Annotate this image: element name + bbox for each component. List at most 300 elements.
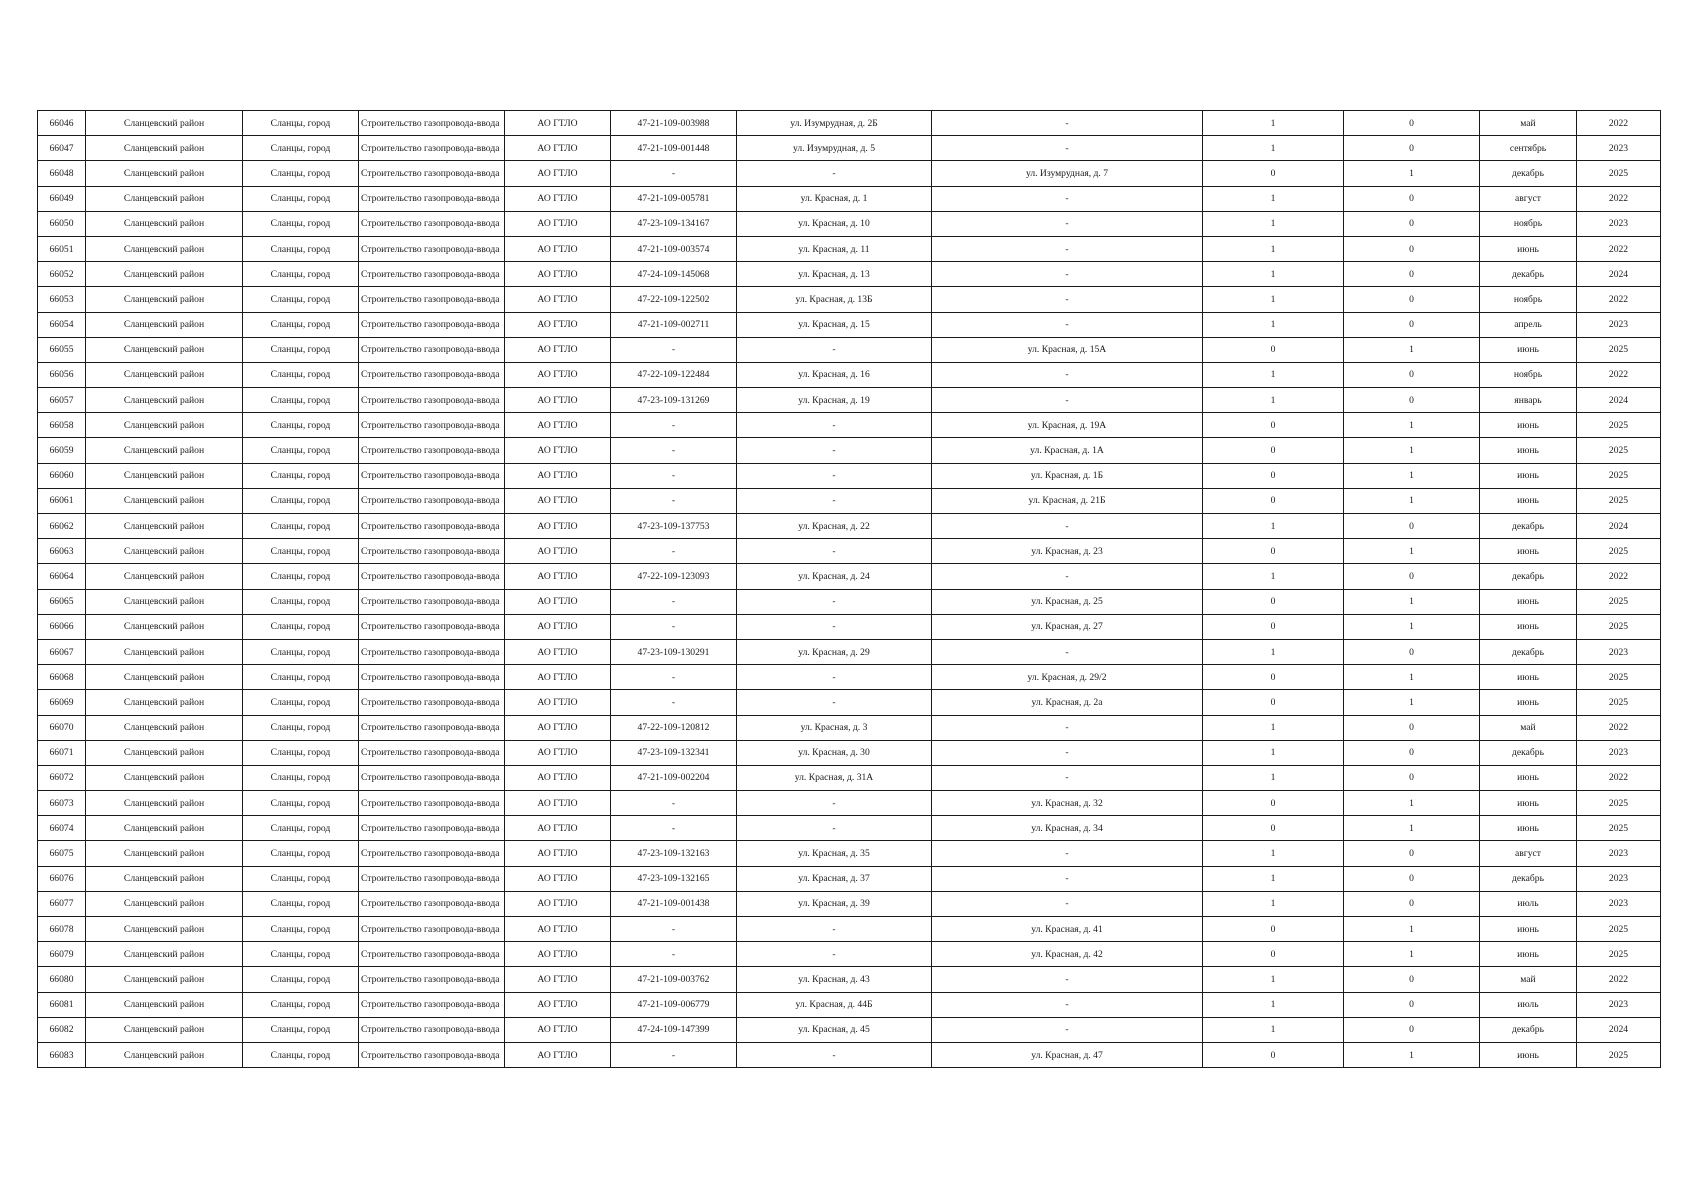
cell-organization: АО ГТЛО (505, 740, 611, 765)
cell-cadastral-number: - (611, 539, 737, 564)
cell-settlement: Сланцы, город (243, 816, 359, 841)
cell-cadastral-number: - (611, 337, 737, 362)
cell-district: Сланцевский район (86, 539, 243, 564)
cell-settlement: Сланцы, город (243, 841, 359, 866)
cell-planned-address: ул. Красная, д. 1Б (932, 463, 1203, 488)
cell-planned-count: 0 (1344, 186, 1480, 211)
cell-month: декабрь (1480, 866, 1577, 891)
cell-settlement: Сланцы, город (243, 942, 359, 967)
cell-connected-count: 1 (1203, 992, 1344, 1017)
cell-record-number: 66047 (38, 136, 86, 161)
cell-work-type: Строительство газопровода-ввода (359, 488, 505, 513)
cell-settlement: Сланцы, город (243, 463, 359, 488)
cell-planned-address: - (932, 136, 1203, 161)
cell-month: январь (1480, 388, 1577, 413)
cell-year: 2025 (1577, 614, 1661, 639)
cell-cadastral-number: 47-21-109-006779 (611, 992, 737, 1017)
cell-planned-count: 0 (1344, 262, 1480, 287)
cell-planned-address: ул. Красная, д. 32 (932, 791, 1203, 816)
cell-year: 2023 (1577, 740, 1661, 765)
cell-work-type: Строительство газопровода-ввода (359, 1042, 505, 1067)
cell-year: 2022 (1577, 967, 1661, 992)
table-row (38, 639, 1661, 664)
cell-connected-count: 1 (1203, 715, 1344, 740)
cell-year: 2022 (1577, 236, 1661, 261)
cell-work-type: Строительство газопровода-ввода (359, 514, 505, 539)
cell-cadastral-number: - (611, 816, 737, 841)
table-row (38, 211, 1661, 236)
cell-connected-address: - (737, 1042, 932, 1067)
table-row (38, 312, 1661, 337)
cell-work-type: Строительство газопровода-ввода (359, 765, 505, 790)
cell-organization: АО ГТЛО (505, 388, 611, 413)
cell-settlement: Сланцы, город (243, 362, 359, 387)
cell-connected-count: 1 (1203, 514, 1344, 539)
cell-record-number: 66073 (38, 791, 86, 816)
cell-year: 2025 (1577, 589, 1661, 614)
cell-organization: АО ГТЛО (505, 514, 611, 539)
cell-year: 2022 (1577, 186, 1661, 211)
cell-work-type: Строительство газопровода-ввода (359, 413, 505, 438)
cell-month: июнь (1480, 589, 1577, 614)
cell-organization: АО ГТЛО (505, 136, 611, 161)
cell-connected-count: 0 (1203, 488, 1344, 513)
cell-district: Сланцевский район (86, 312, 243, 337)
gas-connection-table (37, 110, 1661, 1068)
cell-planned-count: 0 (1344, 388, 1480, 413)
cell-month: сентябрь (1480, 136, 1577, 161)
cell-settlement: Сланцы, город (243, 514, 359, 539)
cell-planned-address: ул. Красная, д. 21Б (932, 488, 1203, 513)
cell-district: Сланцевский район (86, 564, 243, 589)
cell-connected-address: ул. Красная, д. 3 (737, 715, 932, 740)
cell-record-number: 66070 (38, 715, 86, 740)
table-row (38, 942, 1661, 967)
cell-record-number: 66049 (38, 186, 86, 211)
cell-year: 2024 (1577, 262, 1661, 287)
cell-district: Сланцевский район (86, 891, 243, 916)
cell-record-number: 66062 (38, 514, 86, 539)
cell-connected-count: 0 (1203, 463, 1344, 488)
cell-planned-count: 0 (1344, 765, 1480, 790)
cell-cadastral-number: - (611, 942, 737, 967)
cell-district: Сланцевский район (86, 488, 243, 513)
table-row (38, 740, 1661, 765)
cell-district: Сланцевский район (86, 942, 243, 967)
cell-record-number: 66046 (38, 111, 86, 136)
cell-district: Сланцевский район (86, 816, 243, 841)
cell-planned-address: - (932, 765, 1203, 790)
cell-connected-count: 0 (1203, 589, 1344, 614)
cell-connected-count: 0 (1203, 614, 1344, 639)
cell-month: ноябрь (1480, 362, 1577, 387)
cell-settlement: Сланцы, город (243, 891, 359, 916)
cell-district: Сланцевский район (86, 866, 243, 891)
table-row (38, 111, 1661, 136)
cell-connected-count: 0 (1203, 161, 1344, 186)
cell-planned-count: 0 (1344, 715, 1480, 740)
cell-record-number: 66053 (38, 287, 86, 312)
cell-work-type: Строительство газопровода-ввода (359, 111, 505, 136)
cell-month: декабрь (1480, 514, 1577, 539)
cell-year: 2025 (1577, 488, 1661, 513)
cell-connected-count: 1 (1203, 388, 1344, 413)
cell-planned-count: 0 (1344, 287, 1480, 312)
cell-planned-address: - (932, 1017, 1203, 1042)
cell-settlement: Сланцы, город (243, 917, 359, 942)
cell-record-number: 66069 (38, 690, 86, 715)
cell-month: июнь (1480, 337, 1577, 362)
cell-planned-count: 0 (1344, 1017, 1480, 1042)
document-sheet (37, 110, 1660, 1068)
cell-organization: АО ГТЛО (505, 337, 611, 362)
cell-connected-address: ул. Красная, д. 39 (737, 891, 932, 916)
cell-organization: АО ГТЛО (505, 539, 611, 564)
cell-year: 2025 (1577, 337, 1661, 362)
cell-month: июнь (1480, 438, 1577, 463)
cell-connected-address: ул. Красная, д. 24 (737, 564, 932, 589)
table-row (38, 1042, 1661, 1067)
table-row (38, 362, 1661, 387)
cell-work-type: Строительство газопровода-ввода (359, 1017, 505, 1042)
cell-planned-address: - (932, 236, 1203, 261)
cell-settlement: Сланцы, город (243, 765, 359, 790)
cell-planned-address: ул. Красная, д. 15А (932, 337, 1203, 362)
cell-settlement: Сланцы, город (243, 539, 359, 564)
cell-record-number: 66067 (38, 639, 86, 664)
cell-year: 2022 (1577, 111, 1661, 136)
cell-organization: АО ГТЛО (505, 262, 611, 287)
cell-month: апрель (1480, 312, 1577, 337)
cell-connected-address: - (737, 337, 932, 362)
cell-settlement: Сланцы, город (243, 639, 359, 664)
cell-settlement: Сланцы, город (243, 262, 359, 287)
cell-district: Сланцевский район (86, 690, 243, 715)
cell-cadastral-number: - (611, 1042, 737, 1067)
cell-organization: АО ГТЛО (505, 791, 611, 816)
cell-connected-count: 1 (1203, 967, 1344, 992)
cell-district: Сланцевский район (86, 841, 243, 866)
cell-planned-address: - (932, 891, 1203, 916)
cell-settlement: Сланцы, город (243, 488, 359, 513)
cell-month: июнь (1480, 690, 1577, 715)
cell-district: Сланцевский район (86, 740, 243, 765)
table-row (38, 236, 1661, 261)
cell-year: 2024 (1577, 514, 1661, 539)
cell-cadastral-number: 47-24-109-147399 (611, 1017, 737, 1042)
cell-planned-count: 1 (1344, 614, 1480, 639)
cell-cadastral-number: 47-22-109-120812 (611, 715, 737, 740)
cell-planned-count: 0 (1344, 111, 1480, 136)
cell-cadastral-number: 47-22-109-123093 (611, 564, 737, 589)
table-row (38, 665, 1661, 690)
cell-connected-address: ул. Красная, д. 15 (737, 312, 932, 337)
table-row (38, 690, 1661, 715)
cell-work-type: Строительство газопровода-ввода (359, 564, 505, 589)
cell-organization: АО ГТЛО (505, 765, 611, 790)
cell-planned-count: 1 (1344, 690, 1480, 715)
cell-connected-address: ул. Изумрудная, д. 2Б (737, 111, 932, 136)
cell-settlement: Сланцы, город (243, 715, 359, 740)
cell-work-type: Строительство газопровода-ввода (359, 791, 505, 816)
cell-connected-address: - (737, 917, 932, 942)
cell-connected-count: 1 (1203, 236, 1344, 261)
cell-year: 2023 (1577, 211, 1661, 236)
cell-connected-address: - (737, 589, 932, 614)
cell-year: 2023 (1577, 992, 1661, 1017)
cell-organization: АО ГТЛО (505, 942, 611, 967)
cell-work-type: Строительство газопровода-ввода (359, 891, 505, 916)
cell-settlement: Сланцы, город (243, 161, 359, 186)
cell-record-number: 66059 (38, 438, 86, 463)
cell-cadastral-number: 47-21-109-002204 (611, 765, 737, 790)
cell-planned-count: 0 (1344, 866, 1480, 891)
cell-connected-address: ул. Красная, д. 44Б (737, 992, 932, 1017)
cell-connected-count: 0 (1203, 791, 1344, 816)
table-row (38, 161, 1661, 186)
cell-work-type: Строительство газопровода-ввода (359, 463, 505, 488)
cell-work-type: Строительство газопровода-ввода (359, 589, 505, 614)
cell-cadastral-number: - (611, 463, 737, 488)
cell-cadastral-number: 47-23-109-132163 (611, 841, 737, 866)
cell-year: 2024 (1577, 388, 1661, 413)
cell-work-type: Строительство газопровода-ввода (359, 337, 505, 362)
cell-month: июнь (1480, 816, 1577, 841)
cell-settlement: Сланцы, город (243, 186, 359, 211)
cell-organization: АО ГТЛО (505, 917, 611, 942)
cell-district: Сланцевский район (86, 514, 243, 539)
cell-connected-address: ул. Красная, д. 11 (737, 236, 932, 261)
table-row (38, 136, 1661, 161)
cell-settlement: Сланцы, город (243, 1017, 359, 1042)
cell-connected-count: 0 (1203, 438, 1344, 463)
cell-organization: АО ГТЛО (505, 992, 611, 1017)
cell-connected-count: 0 (1203, 917, 1344, 942)
cell-work-type: Строительство газопровода-ввода (359, 438, 505, 463)
table-row (38, 791, 1661, 816)
cell-planned-count: 0 (1344, 211, 1480, 236)
cell-district: Сланцевский район (86, 1042, 243, 1067)
cell-settlement: Сланцы, город (243, 438, 359, 463)
cell-month: декабрь (1480, 564, 1577, 589)
table-row (38, 816, 1661, 841)
cell-month: июль (1480, 992, 1577, 1017)
cell-connected-count: 1 (1203, 891, 1344, 916)
cell-organization: АО ГТЛО (505, 463, 611, 488)
cell-work-type: Строительство газопровода-ввода (359, 740, 505, 765)
cell-planned-address: - (932, 639, 1203, 664)
cell-year: 2025 (1577, 1042, 1661, 1067)
cell-connected-address: - (737, 413, 932, 438)
cell-connected-address: - (737, 665, 932, 690)
cell-record-number: 66082 (38, 1017, 86, 1042)
cell-cadastral-number: 47-23-109-132165 (611, 866, 737, 891)
cell-district: Сланцевский район (86, 967, 243, 992)
cell-planned-address: - (932, 841, 1203, 866)
table-row (38, 438, 1661, 463)
cell-cadastral-number: 47-23-109-131269 (611, 388, 737, 413)
cell-organization: АО ГТЛО (505, 841, 611, 866)
table-row (38, 388, 1661, 413)
cell-work-type: Строительство газопровода-ввода (359, 287, 505, 312)
cell-planned-count: 0 (1344, 514, 1480, 539)
cell-year: 2023 (1577, 639, 1661, 664)
cell-planned-count: 1 (1344, 337, 1480, 362)
cell-work-type: Строительство газопровода-ввода (359, 614, 505, 639)
cell-district: Сланцевский район (86, 136, 243, 161)
cell-work-type: Строительство газопровода-ввода (359, 665, 505, 690)
table-row (38, 866, 1661, 891)
cell-connected-count: 1 (1203, 111, 1344, 136)
cell-connected-count: 0 (1203, 942, 1344, 967)
cell-record-number: 66080 (38, 967, 86, 992)
cell-district: Сланцевский район (86, 665, 243, 690)
cell-settlement: Сланцы, город (243, 413, 359, 438)
cell-organization: АО ГТЛО (505, 614, 611, 639)
cell-planned-address: - (932, 564, 1203, 589)
cell-cadastral-number: 47-23-109-137753 (611, 514, 737, 539)
cell-record-number: 66071 (38, 740, 86, 765)
cell-work-type: Строительство газопровода-ввода (359, 186, 505, 211)
cell-planned-address: ул. Красная, д. 2а (932, 690, 1203, 715)
cell-record-number: 66056 (38, 362, 86, 387)
cell-connected-address: ул. Красная, д. 10 (737, 211, 932, 236)
table-row (38, 488, 1661, 513)
cell-connected-count: 1 (1203, 639, 1344, 664)
cell-district: Сланцевский район (86, 337, 243, 362)
cell-work-type: Строительство газопровода-ввода (359, 236, 505, 261)
table-row (38, 589, 1661, 614)
cell-record-number: 66078 (38, 917, 86, 942)
cell-planned-count: 1 (1344, 488, 1480, 513)
cell-connected-address: - (737, 488, 932, 513)
cell-cadastral-number: 47-23-109-130291 (611, 639, 737, 664)
cell-connected-address: ул. Красная, д. 19 (737, 388, 932, 413)
table-row (38, 564, 1661, 589)
cell-planned-address: ул. Красная, д. 1А (932, 438, 1203, 463)
cell-planned-count: 1 (1344, 438, 1480, 463)
cell-district: Сланцевский район (86, 589, 243, 614)
cell-connected-address: - (737, 791, 932, 816)
cell-month: июнь (1480, 413, 1577, 438)
cell-organization: АО ГТЛО (505, 1017, 611, 1042)
cell-district: Сланцевский район (86, 186, 243, 211)
cell-organization: АО ГТЛО (505, 967, 611, 992)
cell-record-number: 66066 (38, 614, 86, 639)
cell-settlement: Сланцы, город (243, 236, 359, 261)
cell-cadastral-number: 47-21-109-002711 (611, 312, 737, 337)
cell-planned-address: ул. Красная, д. 19А (932, 413, 1203, 438)
cell-cadastral-number: - (611, 917, 737, 942)
cell-organization: АО ГТЛО (505, 362, 611, 387)
cell-planned-count: 0 (1344, 740, 1480, 765)
cell-cadastral-number: 47-23-109-132341 (611, 740, 737, 765)
cell-settlement: Сланцы, город (243, 791, 359, 816)
cell-settlement: Сланцы, город (243, 1042, 359, 1067)
cell-planned-count: 0 (1344, 236, 1480, 261)
cell-planned-count: 1 (1344, 816, 1480, 841)
cell-planned-count: 0 (1344, 841, 1480, 866)
cell-cadastral-number: 47-21-109-001438 (611, 891, 737, 916)
cell-year: 2023 (1577, 136, 1661, 161)
cell-year: 2025 (1577, 791, 1661, 816)
cell-organization: АО ГТЛО (505, 589, 611, 614)
table-row (38, 337, 1661, 362)
cell-settlement: Сланцы, город (243, 564, 359, 589)
cell-cadastral-number: - (611, 791, 737, 816)
cell-district: Сланцевский район (86, 413, 243, 438)
cell-year: 2025 (1577, 161, 1661, 186)
cell-year: 2022 (1577, 765, 1661, 790)
cell-settlement: Сланцы, город (243, 614, 359, 639)
cell-work-type: Строительство газопровода-ввода (359, 917, 505, 942)
cell-connected-address: - (737, 690, 932, 715)
table-row (38, 992, 1661, 1017)
cell-organization: АО ГТЛО (505, 690, 611, 715)
cell-year: 2025 (1577, 413, 1661, 438)
cell-organization: АО ГТЛО (505, 715, 611, 740)
cell-organization: АО ГТЛО (505, 312, 611, 337)
cell-planned-address: - (932, 262, 1203, 287)
cell-year: 2025 (1577, 539, 1661, 564)
cell-work-type: Строительство газопровода-ввода (359, 841, 505, 866)
cell-planned-address: ул. Красная, д. 27 (932, 614, 1203, 639)
cell-settlement: Сланцы, город (243, 312, 359, 337)
cell-planned-address: ул. Красная, д. 34 (932, 816, 1203, 841)
cell-work-type: Строительство газопровода-ввода (359, 362, 505, 387)
table-row (38, 514, 1661, 539)
cell-year: 2023 (1577, 841, 1661, 866)
cell-organization: АО ГТЛО (505, 639, 611, 664)
cell-planned-count: 0 (1344, 136, 1480, 161)
cell-planned-address: - (932, 514, 1203, 539)
cell-work-type: Строительство газопровода-ввода (359, 967, 505, 992)
cell-month: май (1480, 967, 1577, 992)
cell-connected-address: - (737, 161, 932, 186)
cell-record-number: 66074 (38, 816, 86, 841)
cell-planned-count: 1 (1344, 942, 1480, 967)
cell-connected-count: 0 (1203, 665, 1344, 690)
cell-district: Сланцевский район (86, 463, 243, 488)
cell-month: июнь (1480, 614, 1577, 639)
cell-work-type: Строительство газопровода-ввода (359, 690, 505, 715)
cell-month: май (1480, 715, 1577, 740)
cell-connected-address: - (737, 942, 932, 967)
cell-connected-count: 1 (1203, 1017, 1344, 1042)
cell-month: июнь (1480, 1042, 1577, 1067)
cell-planned-count: 1 (1344, 589, 1480, 614)
cell-connected-count: 0 (1203, 1042, 1344, 1067)
cell-planned-address: - (932, 715, 1203, 740)
cell-year: 2022 (1577, 564, 1661, 589)
cell-organization: АО ГТЛО (505, 1042, 611, 1067)
cell-organization: АО ГТЛО (505, 488, 611, 513)
cell-planned-address: ул. Красная, д. 25 (932, 589, 1203, 614)
cell-record-number: 66065 (38, 589, 86, 614)
cell-planned-count: 0 (1344, 891, 1480, 916)
cell-connected-address: - (737, 614, 932, 639)
cell-work-type: Строительство газопровода-ввода (359, 262, 505, 287)
cell-work-type: Строительство газопровода-ввода (359, 161, 505, 186)
cell-connected-address: ул. Красная, д. 37 (737, 866, 932, 891)
cell-connected-count: 0 (1203, 690, 1344, 715)
cell-connected-address: ул. Красная, д. 45 (737, 1017, 932, 1042)
cell-organization: АО ГТЛО (505, 161, 611, 186)
cell-record-number: 66050 (38, 211, 86, 236)
cell-year: 2025 (1577, 816, 1661, 841)
cell-connected-address: ул. Красная, д. 1 (737, 186, 932, 211)
cell-planned-count: 0 (1344, 312, 1480, 337)
